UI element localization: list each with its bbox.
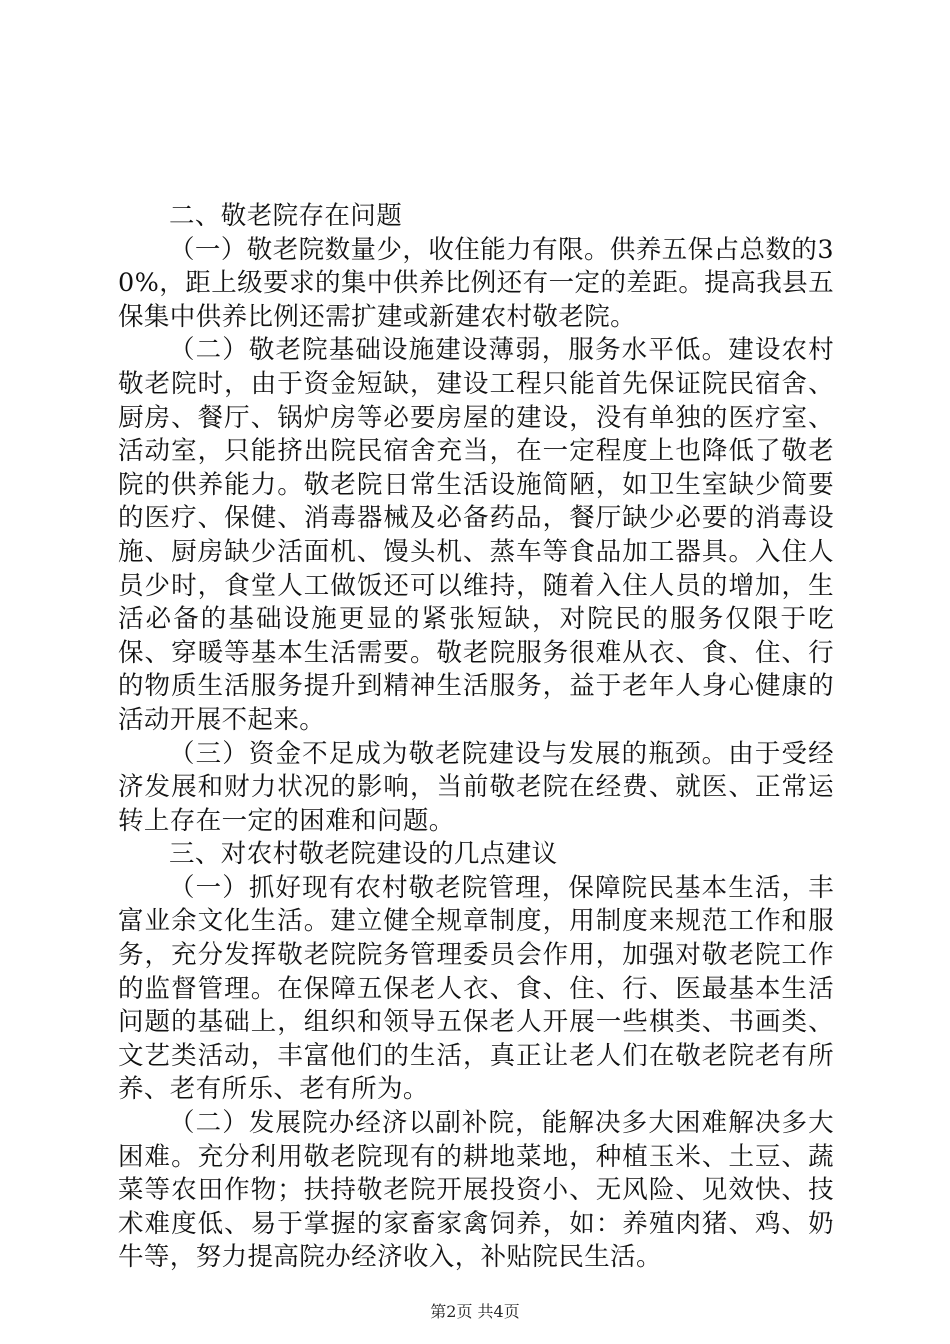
paragraph-problem-1: （一）敬老院数量少，收住能力有限。供养五保占总数的30%，距上级要求的集中供养比例还有一定的差距。提高我县五保集中供养比例还需扩建或新建农村敬老院。 — [118, 234, 834, 332]
page-number-footer: 第2页 共4页 — [430, 1302, 520, 1321]
document-body — [118, 200, 834, 1275]
section-heading-suggestions: 三、对农村敬老院建设的几点建议 — [169, 839, 558, 870]
paragraph-suggestion-2: （二）发展院办经济以副补院，能解决多大困难解决多大困难。充分利用敬老院现有的耕地菜地，种植玉米、土豆、蔬菜等农田作物；扶持敬老院开展投资小、无风险、见效快、技术难度低、易于掌握的家畜家禽饲养，如：养殖肉猪、鸡、奶牛等，努力提高院办经济收入，补贴院民生活。 — [118, 1108, 834, 1273]
paragraph-problem-3: （三）资金不足成为敬老院建设与发展的瓶颈。由于受经济发展和财力状况的影响，当前敬老院在经费、就医、正常运转上存在一定的困难和问题。 — [118, 738, 834, 836]
paragraph-problem-2: （二）敬老院基础设施建设薄弱，服务水平低。建设农村敬老院时，由于资金短缺，建设工程只能首先保证院民宿舍、厨房、餐厅、锅炉房等必要房屋的建设，没有单独的医疗室、活动室，只能挤出院民宿舍充当，在一定程度上也降低了敬老院的供养能力。敬老院日常生活设施简陋，如卫生室缺少简要的医疗、保健、消毒器械及必备药品，餐厅缺少必要的消毒设施、厨房缺少活面机、馒头机、蒸车等食品加工器具。入住人员少时，食堂人工做饭还可以维持，随着入住人员的增加，生活必备的基础设施更显的紧张短缺，对院民的服务仅限于吃保、穿暖等基本生活需要。敬老院服务很难从衣、食、住、行的物质生活服务提升到精神生活服务，益于老年人身心健康的活动开展不起来。 — [118, 335, 834, 735]
section-heading-problems: 二、敬老院存在问题 — [169, 201, 403, 231]
paragraph-suggestion-1: （一）抓好现有农村敬老院管理，保障院民基本生活，丰富业余文化生活。建立健全规章制度，用制度来规范工作和服务，充分发挥敬老院院务管理委员会作用，加强对敬老院工作的监督管理。在保障五保老人衣、食、住、行、医最基本生活问题的基础上，组织和领导五保老人开展一些棋类、书画类、文艺类活动，丰富他们的生活，真正让老人们在敬老院老有所养、老有所乐、老有所为。 — [118, 872, 834, 1105]
